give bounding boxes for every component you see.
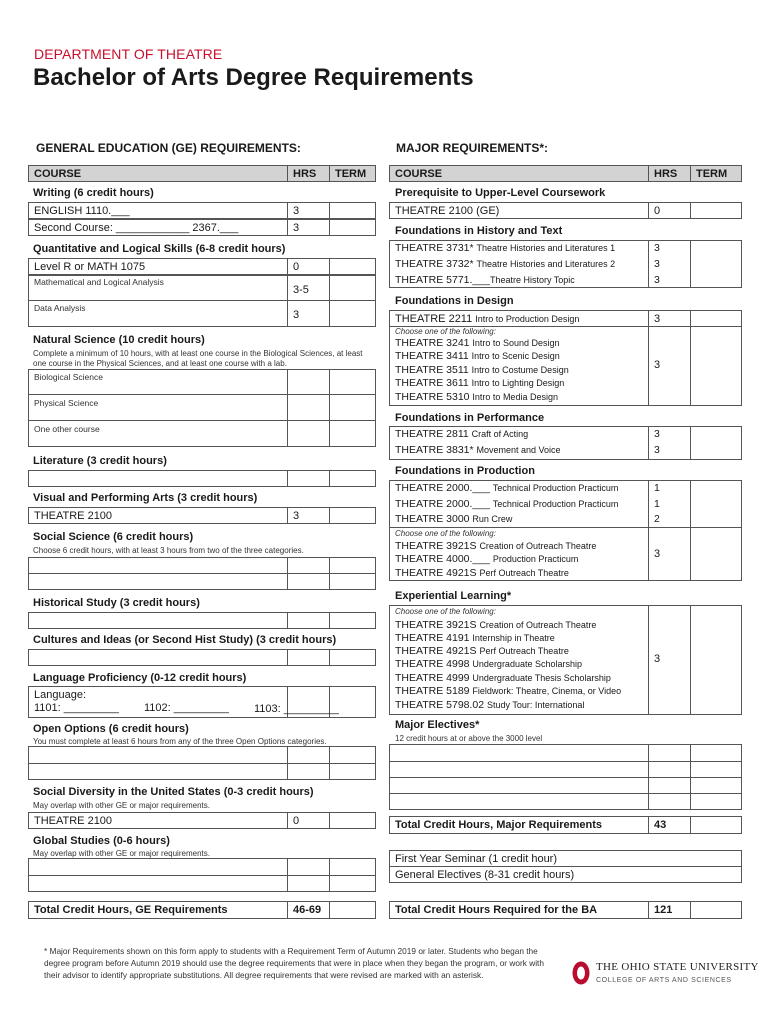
lit-row-1-hrs[interactable] bbox=[287, 470, 330, 487]
experiential-choice-6-code: THEATRE 5189 bbox=[395, 685, 470, 697]
performance-title: Foundations in Performance bbox=[395, 412, 545, 424]
cult-row-1-hrs[interactable] bbox=[287, 649, 330, 666]
general-electives[interactable]: General Electives (8-31 credit hours) bbox=[389, 866, 742, 883]
design-choose-note bbox=[395, 327, 496, 337]
prereq-row-1-hrs: 0 bbox=[648, 202, 691, 219]
quant-title: Quantitative and Logical Skills (6-8 credit hours) bbox=[33, 243, 286, 255]
production-hrs-2: 1 bbox=[654, 498, 660, 510]
experiential-title: Experiential Learning* bbox=[395, 590, 512, 602]
natsci-row-2-hrs[interactable] bbox=[287, 394, 330, 421]
natsci-row-1-label: Biological Science bbox=[34, 372, 103, 382]
global-title: Global Studies (0-6 hours) bbox=[33, 835, 170, 847]
major-heading: MAJOR REQUIREMENTS*: bbox=[396, 141, 549, 155]
natsci-row-2-term[interactable] bbox=[329, 394, 376, 421]
open-grid[interactable] bbox=[28, 746, 376, 780]
writing-row-2-hrs: 3 bbox=[287, 219, 330, 236]
quant-row-3-label: Data Analysis bbox=[34, 303, 86, 313]
open-note: You must complete at least 6 hours from any of the three Open Options categories. bbox=[33, 737, 327, 746]
hist-row-1[interactable] bbox=[28, 612, 288, 629]
hist-row-1-hrs[interactable] bbox=[287, 612, 330, 629]
history-course-2 bbox=[395, 258, 615, 271]
socdiv-note: May overlap with other GE or major requirements. bbox=[33, 801, 210, 810]
design-choice-2 bbox=[395, 350, 560, 363]
ge-total-term bbox=[329, 901, 376, 919]
major-col-hrs: HRS bbox=[648, 165, 691, 182]
experiential-term[interactable] bbox=[690, 605, 742, 715]
experiential-choice-7-code: THEATRE 5798.02 bbox=[395, 699, 485, 711]
lang-title: Language Proficiency (0-12 credit hours) bbox=[33, 672, 247, 684]
electives-row-divider-3 bbox=[390, 793, 741, 794]
prereq-row-1[interactable]: THEATRE 2100 (GE) bbox=[389, 202, 649, 219]
vpa-row-1-hrs: 3 bbox=[287, 507, 330, 524]
electives-row-divider-1 bbox=[390, 761, 741, 762]
performance-course-1 bbox=[395, 428, 528, 441]
performance-hrs-1: 3 bbox=[654, 428, 660, 440]
socsci-row-1[interactable] bbox=[28, 557, 288, 574]
socsci-row-1-term[interactable] bbox=[329, 557, 376, 574]
prereq-title: Prerequisite to Upper-Level Coursework bbox=[395, 187, 606, 199]
ba-total-label: Total Credit Hours Required for the BA bbox=[389, 901, 649, 919]
production-choose-text: Choose one of the following: bbox=[395, 529, 496, 538]
design-choice-2-code: THEATRE 3411 bbox=[395, 350, 469, 362]
history-course-3 bbox=[395, 274, 575, 287]
hist-title: Historical Study (3 credit hours) bbox=[33, 597, 200, 609]
performance-code-1: THEATRE 2811 bbox=[395, 428, 469, 440]
production-choice-3 bbox=[395, 567, 569, 580]
production-course-2 bbox=[395, 498, 618, 511]
experiential-choice-5-name: Undergraduate Thesis Scholarship bbox=[472, 673, 611, 683]
writing-row-2-term[interactable] bbox=[329, 219, 376, 236]
global-grid[interactable] bbox=[28, 858, 376, 892]
design-row-1-code: THEATRE 2211 bbox=[395, 313, 473, 325]
experiential-hrs: 3 bbox=[648, 605, 691, 715]
production-choice-2-code: THEATRE 4000.___ bbox=[395, 553, 490, 565]
design-choice-3-name: Intro to Costume Design bbox=[471, 365, 569, 375]
ge-heading: GENERAL EDUCATION (GE) REQUIREMENTS: bbox=[36, 141, 301, 155]
design-row-1-hrs: 3 bbox=[648, 310, 691, 327]
ge-col-course: COURSE bbox=[28, 165, 288, 182]
ba-total-value: 121 bbox=[648, 901, 691, 919]
experiential-choice-2 bbox=[395, 632, 555, 645]
production-name-2: Technical Production Practicum bbox=[492, 499, 619, 509]
history-hrs-2: 3 bbox=[654, 258, 660, 270]
ge-total-value: 46-69 bbox=[287, 901, 330, 919]
history-title: Foundations in History and Text bbox=[395, 225, 563, 237]
design-row-1[interactable] bbox=[389, 310, 649, 327]
performance-name-2: Movement and Voice bbox=[476, 445, 561, 455]
production-title: Foundations in Production bbox=[395, 465, 535, 477]
design-choose-term[interactable] bbox=[690, 326, 742, 406]
natsci-row-2-label: Physical Science bbox=[34, 398, 99, 408]
quant-row-2-term[interactable] bbox=[329, 275, 376, 301]
performance-term[interactable] bbox=[690, 426, 742, 460]
production-choice-3-code: THEATRE 4921S bbox=[395, 567, 477, 579]
experiential-choice-4 bbox=[395, 658, 582, 671]
quant-row-2-hrs: 3-5 bbox=[287, 275, 330, 301]
hist-row-1-term[interactable] bbox=[329, 612, 376, 629]
experiential-choice-3-name: Perf Outreach Theatre bbox=[479, 646, 569, 656]
cult-row-1-term[interactable] bbox=[329, 649, 376, 666]
design-choose-hrs: 3 bbox=[648, 326, 691, 406]
design-choice-5 bbox=[395, 391, 558, 404]
socsci-row-2[interactable] bbox=[28, 573, 288, 590]
design-row-1-term[interactable] bbox=[690, 310, 742, 327]
design-choice-1-name: Intro to Sound Design bbox=[472, 338, 560, 348]
history-name-2: Theatre Histories and Literatures 2 bbox=[476, 259, 616, 269]
writing-title: Writing (6 credit hours) bbox=[33, 187, 154, 199]
page-title: Bachelor of Arts Degree Requirements bbox=[33, 64, 474, 91]
design-choice-1 bbox=[395, 337, 559, 350]
lang-1101: 1101: _________ bbox=[34, 702, 119, 714]
history-name-3: Theatre History Topic bbox=[489, 275, 575, 285]
lang-1102: 1102: _________ bbox=[144, 702, 229, 714]
footnote: * Major Requirements shown on this form apply to students with a Requirement Term of Autumn 2019 or later. Students who began the degree program before Autumn 2019 should use the degree requirements that were in place when they began the program, or work with their advisor to identify appropriate substitutions. All degree requirements that were revised are marked with an asterisk. bbox=[44, 946, 544, 980]
performance-name-1: Craft of Acting bbox=[471, 429, 529, 439]
natsci-row-3-label: One other course bbox=[34, 424, 100, 434]
performance-code-2: THEATRE 3831* bbox=[395, 444, 474, 456]
production-choose-hrs: 3 bbox=[648, 527, 691, 581]
design-choice-3 bbox=[395, 364, 569, 377]
history-name-1: Theatre Histories and Literatures 1 bbox=[476, 243, 616, 253]
natsci-row-2[interactable] bbox=[28, 394, 288, 421]
production-choose-note bbox=[395, 529, 496, 539]
production-choose-term[interactable] bbox=[690, 527, 742, 581]
experiential-choice-4-code: THEATRE 4998 bbox=[395, 658, 470, 670]
natsci-note: Complete a minimum of 10 hours, with at least one course in the Biological Sciences, at least one course in the Physical Sciences, and at least one course with a lab. bbox=[33, 349, 363, 368]
history-hrs-3: 3 bbox=[654, 274, 660, 286]
socsci-row-2-term[interactable] bbox=[329, 573, 376, 590]
open-row-divider bbox=[29, 763, 375, 764]
major-col-course: COURSE bbox=[389, 165, 649, 182]
socdiv-title: Social Diversity in the United States (0-3 credit hours) bbox=[33, 786, 314, 798]
open-title: Open Options (6 credit hours) bbox=[33, 723, 189, 735]
natsci-row-3[interactable] bbox=[28, 420, 288, 447]
quant-row-1-term[interactable] bbox=[329, 258, 376, 275]
design-choice-4 bbox=[395, 377, 564, 390]
production-course-3 bbox=[395, 513, 512, 526]
history-code-1: THEATRE 3731* bbox=[395, 242, 474, 254]
global-row-divider bbox=[29, 875, 375, 876]
production-name-3: Run Crew bbox=[472, 514, 513, 524]
first-year-seminar[interactable]: First Year Seminar (1 credit hour) bbox=[389, 850, 742, 867]
osu-logo-icon bbox=[571, 960, 591, 986]
natsci-row-3-hrs[interactable] bbox=[287, 420, 330, 447]
production-code-2: THEATRE 2000.___ bbox=[395, 498, 490, 510]
quant-row-3[interactable] bbox=[28, 300, 288, 327]
cult-row-1[interactable] bbox=[28, 649, 288, 666]
history-hrs-1: 3 bbox=[654, 242, 660, 254]
natsci-row-3-term[interactable] bbox=[329, 420, 376, 447]
natsci-title: Natural Science (10 credit hours) bbox=[33, 334, 205, 346]
design-choice-4-code: THEATRE 3611 bbox=[395, 377, 469, 389]
experiential-choice-7-name: Study Tour: International bbox=[487, 700, 585, 710]
socsci-row-2-hrs[interactable] bbox=[287, 573, 330, 590]
major-total-value: 43 bbox=[648, 816, 691, 834]
department-name: DEPARTMENT OF THEATRE bbox=[34, 46, 223, 62]
production-choice-2-name: Production Practicum bbox=[492, 554, 579, 564]
experiential-choice-3 bbox=[395, 645, 569, 658]
quant-row-3-hrs: 3 bbox=[287, 300, 330, 327]
production-choice-2 bbox=[395, 553, 578, 566]
experiential-choice-7 bbox=[395, 699, 584, 712]
experiential-choice-4-name: Undergraduate Scholarship bbox=[472, 659, 582, 669]
experiential-choice-3-code: THEATRE 4921S bbox=[395, 645, 477, 657]
experiential-choice-6-name: Fieldwork: Theatre, Cinema, or Video bbox=[472, 686, 622, 696]
socdiv-row-1-term[interactable] bbox=[329, 812, 376, 829]
electives-title: Major Electives* bbox=[395, 719, 480, 731]
writing-row-1-hrs: 3 bbox=[287, 202, 330, 219]
production-choice-3-name: Perf Outreach Theatre bbox=[479, 568, 569, 578]
production-choice-1-code: THEATRE 3921S bbox=[395, 540, 477, 552]
history-code-3: THEATRE 5771.___ bbox=[395, 274, 490, 286]
design-choice-5-code: THEATRE 5310 bbox=[395, 391, 470, 403]
ge-col-term: TERM bbox=[329, 165, 376, 182]
socdiv-row-1-hrs: 0 bbox=[287, 812, 330, 829]
production-code-1: THEATRE 2000.___ bbox=[395, 482, 490, 494]
experiential-choose-note bbox=[395, 607, 496, 617]
design-choice-3-code: THEATRE 3511 bbox=[395, 364, 469, 376]
electives-note: 12 credit hours at or above the 3000 level bbox=[395, 734, 543, 743]
natsci-row-1[interactable] bbox=[28, 369, 288, 395]
experiential-choice-6 bbox=[395, 685, 621, 698]
lang-1103: 1103: _________ bbox=[254, 703, 339, 715]
natsci-row-1-term[interactable] bbox=[329, 369, 376, 395]
global-note: May overlap with other GE or major requirements. bbox=[33, 849, 210, 858]
electives-row-divider-2 bbox=[390, 777, 741, 778]
major-col-term: TERM bbox=[690, 165, 742, 182]
osu-name: THE OHIO STATE UNIVERSITY bbox=[596, 961, 759, 973]
design-choice-1-code: THEATRE 3241 bbox=[395, 337, 470, 349]
experiential-choice-5 bbox=[395, 672, 611, 685]
ge-total-label: Total Credit Hours, GE Requirements bbox=[28, 901, 288, 919]
lang-label: Language: bbox=[34, 689, 86, 701]
history-course-1 bbox=[395, 242, 615, 255]
socsci-note: Choose 6 credit hours, with at least 3 hours from two of the three categories. bbox=[33, 546, 304, 555]
performance-hrs-2: 3 bbox=[654, 444, 660, 456]
ge-col-hrs: HRS bbox=[287, 165, 330, 182]
experiential-choice-1-name: Creation of Outreach Theatre bbox=[479, 620, 597, 630]
production-code-3: THEATRE 3000 bbox=[395, 513, 470, 525]
design-choose-text: Choose one of the following: bbox=[395, 327, 496, 336]
cult-title: Cultures and Ideas (or Second Hist Study) (3 credit hours) bbox=[33, 634, 337, 646]
socsci-title: Social Science (6 credit hours) bbox=[33, 531, 194, 543]
experiential-choice-2-code: THEATRE 4191 bbox=[395, 632, 470, 644]
production-choice-1-name: Creation of Outreach Theatre bbox=[479, 541, 597, 551]
socsci-row-1-hrs[interactable] bbox=[287, 557, 330, 574]
quant-row-1-hrs: 0 bbox=[287, 258, 330, 275]
performance-course-2 bbox=[395, 444, 561, 457]
writing-row-1[interactable]: ENGLISH 1110.___ bbox=[28, 202, 288, 219]
experiential-choose-text: Choose one of the following: bbox=[395, 607, 496, 616]
production-choice-1 bbox=[395, 540, 596, 553]
prereq-row-1-term[interactable] bbox=[690, 202, 742, 219]
major-total-term bbox=[690, 816, 742, 834]
ba-total-term bbox=[690, 901, 742, 919]
production-term[interactable] bbox=[690, 480, 742, 528]
natsci-row-1-hrs[interactable] bbox=[287, 369, 330, 395]
vpa-row-1-term[interactable] bbox=[329, 507, 376, 524]
lit-title: Literature (3 credit hours) bbox=[33, 455, 167, 467]
experiential-choice-1-code: THEATRE 3921S bbox=[395, 619, 477, 631]
design-title: Foundations in Design bbox=[395, 295, 514, 307]
lang-row-1[interactable] bbox=[28, 686, 288, 718]
production-hrs-1: 1 bbox=[654, 482, 660, 494]
history-code-2: THEATRE 3732* bbox=[395, 258, 474, 270]
production-hrs-3: 2 bbox=[654, 513, 660, 525]
lit-row-1-term[interactable] bbox=[329, 470, 376, 487]
vpa-title: Visual and Performing Arts (3 credit hours) bbox=[33, 492, 258, 504]
major-total-label: Total Credit Hours, Major Requirements bbox=[389, 816, 649, 834]
production-name-1: Technical Production Practicum bbox=[492, 483, 619, 493]
experiential-choice-5-code: THEATRE 4999 bbox=[395, 672, 470, 684]
experiential-choice-1 bbox=[395, 619, 596, 632]
history-term[interactable] bbox=[690, 240, 742, 288]
writing-row-1-term[interactable] bbox=[329, 202, 376, 219]
design-choice-5-name: Intro to Media Design bbox=[472, 392, 558, 402]
quant-row-2-label: Mathematical and Logical Analysis bbox=[34, 277, 164, 287]
lang-levels bbox=[34, 702, 287, 715]
osu-college: COLLEGE OF ARTS AND SCIENCES bbox=[596, 977, 732, 984]
experiential-choice-2-name: Internship in Theatre bbox=[472, 633, 555, 643]
quant-row-2[interactable] bbox=[28, 275, 288, 301]
writing-row-2[interactable]: Second Course: ____________ 2367.___ bbox=[28, 219, 288, 236]
quant-row-1[interactable]: Level R or MATH 1075 bbox=[28, 258, 288, 275]
production-course-1 bbox=[395, 482, 618, 495]
electives-grid[interactable] bbox=[389, 744, 742, 810]
design-row-1-name: Intro to Production Design bbox=[475, 314, 580, 324]
socdiv-row-1[interactable]: THEATRE 2100 bbox=[28, 812, 288, 829]
lit-row-1[interactable] bbox=[28, 470, 288, 487]
quant-row-3-term[interactable] bbox=[329, 300, 376, 327]
design-choice-4-name: Intro to Lighting Design bbox=[471, 378, 565, 388]
design-choice-2-name: Intro to Scenic Design bbox=[471, 351, 560, 361]
vpa-row-1[interactable]: THEATRE 2100 bbox=[28, 507, 288, 524]
